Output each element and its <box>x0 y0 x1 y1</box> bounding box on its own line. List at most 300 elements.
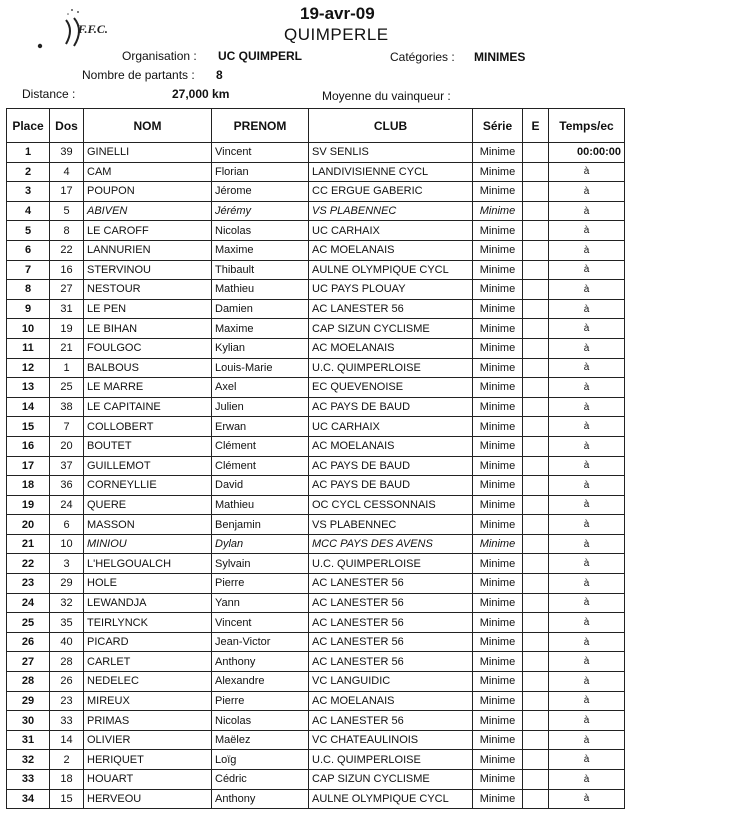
cell-nom: PICARD <box>84 632 212 652</box>
cell-place: 1 <box>7 143 50 163</box>
cell-nom: NESTOUR <box>84 280 212 300</box>
cell-serie: Minime <box>473 789 523 809</box>
table-row <box>7 338 625 358</box>
cell-nom: COLLOBERT <box>84 417 212 437</box>
cell-club: CAP SIZUN CYCLISME <box>309 770 473 790</box>
cell-e <box>523 436 549 456</box>
cell-prenom: Anthony <box>212 652 309 672</box>
cell-dos: 25 <box>50 378 84 398</box>
cell-club: UC CARHAIX <box>309 417 473 437</box>
cell-place: 28 <box>7 672 50 692</box>
cell-place: 7 <box>7 260 50 280</box>
cell-e <box>523 162 549 182</box>
cell-temps: à <box>549 436 625 456</box>
cell-prenom: Nicolas <box>212 221 309 241</box>
cell-place: 18 <box>7 476 50 496</box>
cell-serie: Minime <box>473 691 523 711</box>
cell-nom: GINELLI <box>84 143 212 163</box>
cell-club: CC ERGUE GABERIC <box>309 182 473 202</box>
cell-dos: 31 <box>50 299 84 319</box>
cell-e <box>523 574 549 594</box>
cell-nom: NEDELEC <box>84 672 212 692</box>
table-row <box>7 476 625 496</box>
cell-nom: CAM <box>84 162 212 182</box>
cell-place: 22 <box>7 554 50 574</box>
cell-club: CAP SIZUN CYCLISME <box>309 319 473 339</box>
cell-serie: Minime <box>473 574 523 594</box>
table-row <box>7 358 625 378</box>
cell-temps: à <box>549 770 625 790</box>
table-row <box>7 672 625 692</box>
cell-club: UC PAYS PLOUAY <box>309 280 473 300</box>
cell-temps: à <box>549 338 625 358</box>
cell-serie: Minime <box>473 201 523 221</box>
cell-nom: L'HELGOUALCH <box>84 554 212 574</box>
cell-club: AC PAYS DE BAUD <box>309 456 473 476</box>
cell-temps: à <box>549 182 625 202</box>
cell-prenom: Dylan <box>212 534 309 554</box>
cell-e <box>523 711 549 731</box>
cell-dos: 26 <box>50 672 84 692</box>
cell-place: 34 <box>7 789 50 809</box>
cell-nom: MIREUX <box>84 691 212 711</box>
cell-prenom: Nicolas <box>212 711 309 731</box>
cell-club: LANDIVISIENNE CYCL <box>309 162 473 182</box>
cell-club: AC LANESTER 56 <box>309 574 473 594</box>
cell-nom: BALBOUS <box>84 358 212 378</box>
cell-club: AC MOELANAIS <box>309 338 473 358</box>
cell-nom: ABIVEN <box>84 201 212 221</box>
cell-e <box>523 201 549 221</box>
cell-nom: LE PEN <box>84 299 212 319</box>
cell-place: 10 <box>7 319 50 339</box>
cell-club: U.C. QUIMPERLOISE <box>309 554 473 574</box>
cell-dos: 1 <box>50 358 84 378</box>
table-row <box>7 495 625 515</box>
cell-serie: Minime <box>473 358 523 378</box>
cell-place: 30 <box>7 711 50 731</box>
cell-prenom: Mathieu <box>212 280 309 300</box>
table-row <box>7 143 625 163</box>
cell-place: 2 <box>7 162 50 182</box>
cell-e <box>523 221 549 241</box>
cell-dos: 36 <box>50 476 84 496</box>
cell-club: AC LANESTER 56 <box>309 593 473 613</box>
cell-club: VC CHATEAULINOIS <box>309 730 473 750</box>
cell-dos: 16 <box>50 260 84 280</box>
race-date: 19-avr-09 <box>300 4 375 23</box>
table-row <box>7 574 625 594</box>
col-header-e: E <box>523 109 549 143</box>
cell-dos: 39 <box>50 143 84 163</box>
cell-nom: CARLET <box>84 652 212 672</box>
cell-club: U.C. QUIMPERLOISE <box>309 358 473 378</box>
cell-nom: HERIQUET <box>84 750 212 770</box>
cell-place: 21 <box>7 534 50 554</box>
table-row <box>7 711 625 731</box>
col-header-dos: Dos <box>50 109 84 143</box>
cell-prenom: Thibault <box>212 260 309 280</box>
cell-prenom: Mathieu <box>212 495 309 515</box>
table-row <box>7 280 625 300</box>
cell-club: AC LANESTER 56 <box>309 613 473 633</box>
cell-temps: à <box>549 240 625 260</box>
cell-serie: Minime <box>473 378 523 398</box>
cell-place: 9 <box>7 299 50 319</box>
table-row <box>7 182 625 202</box>
organisation-value: UC QUIMPERL <box>218 49 302 63</box>
cell-serie: Minime <box>473 476 523 496</box>
table-header-row <box>7 109 625 143</box>
cell-serie: Minime <box>473 299 523 319</box>
table-row <box>7 750 625 770</box>
table-row <box>7 240 625 260</box>
cell-club: VC LANGUIDIC <box>309 672 473 692</box>
table-row <box>7 319 625 339</box>
cell-serie: Minime <box>473 143 523 163</box>
cell-prenom: Louis-Marie <box>212 358 309 378</box>
cell-club: VS PLABENNEC <box>309 515 473 535</box>
cell-club: SV SENLIS <box>309 143 473 163</box>
cell-temps: à <box>549 652 625 672</box>
cell-club: AC LANESTER 56 <box>309 632 473 652</box>
cell-serie: Minime <box>473 260 523 280</box>
cell-serie: Minime <box>473 319 523 339</box>
cell-nom: OLIVIER <box>84 730 212 750</box>
cell-dos: 7 <box>50 417 84 437</box>
results-table <box>6 108 625 809</box>
cell-dos: 33 <box>50 711 84 731</box>
cell-place: 4 <box>7 201 50 221</box>
cell-serie: Minime <box>473 240 523 260</box>
cell-dos: 37 <box>50 456 84 476</box>
categories-value: MINIMES <box>474 50 526 64</box>
cell-club: EC QUEVENOISE <box>309 378 473 398</box>
cell-dos: 24 <box>50 495 84 515</box>
cell-prenom: Florian <box>212 162 309 182</box>
cell-nom: HERVEOU <box>84 789 212 809</box>
cell-prenom: Jérome <box>212 182 309 202</box>
cell-e <box>523 143 549 163</box>
cell-e <box>523 338 549 358</box>
cell-serie: Minime <box>473 182 523 202</box>
cell-prenom: Benjamin <box>212 515 309 535</box>
cell-serie: Minime <box>473 711 523 731</box>
cell-club: AC LANESTER 56 <box>309 299 473 319</box>
cell-dos: 27 <box>50 280 84 300</box>
cell-dos: 21 <box>50 338 84 358</box>
cell-dos: 35 <box>50 613 84 633</box>
cell-place: 6 <box>7 240 50 260</box>
cell-temps: à <box>549 201 625 221</box>
cell-prenom: Kylian <box>212 338 309 358</box>
cell-club: AC MOELANAIS <box>309 691 473 711</box>
col-header-nom: NOM <box>84 109 212 143</box>
cell-temps: à <box>549 730 625 750</box>
cell-dos: 22 <box>50 240 84 260</box>
cell-dos: 8 <box>50 221 84 241</box>
cell-prenom: David <box>212 476 309 496</box>
cell-place: 17 <box>7 456 50 476</box>
cell-serie: Minime <box>473 613 523 633</box>
cell-serie: Minime <box>473 534 523 554</box>
cell-dos: 15 <box>50 789 84 809</box>
cell-temps: à <box>549 456 625 476</box>
cell-prenom: Axel <box>212 378 309 398</box>
table-row <box>7 730 625 750</box>
cell-serie: Minime <box>473 515 523 535</box>
cell-place: 16 <box>7 436 50 456</box>
cell-dos: 10 <box>50 534 84 554</box>
cell-temps: à <box>549 574 625 594</box>
cell-nom: QUERE <box>84 495 212 515</box>
cell-nom: LE MARRE <box>84 378 212 398</box>
cell-nom: STERVINOU <box>84 260 212 280</box>
cell-prenom: Alexandre <box>212 672 309 692</box>
cell-serie: Minime <box>473 554 523 574</box>
cell-e <box>523 378 549 398</box>
cell-dos: 19 <box>50 319 84 339</box>
cell-serie: Minime <box>473 632 523 652</box>
cell-e <box>523 280 549 300</box>
cell-e <box>523 515 549 535</box>
cell-club: U.C. QUIMPERLOISE <box>309 750 473 770</box>
cell-dos: 23 <box>50 691 84 711</box>
cell-temps: à <box>549 476 625 496</box>
race-city: QUIMPERLE <box>284 25 389 44</box>
cell-prenom: Maëlez <box>212 730 309 750</box>
cell-e <box>523 789 549 809</box>
cell-nom: LE CAROFF <box>84 221 212 241</box>
cell-e <box>523 672 549 692</box>
table-row <box>7 789 625 809</box>
cell-nom: POUPON <box>84 182 212 202</box>
table-row <box>7 554 625 574</box>
cell-serie: Minime <box>473 162 523 182</box>
cell-serie: Minime <box>473 456 523 476</box>
cell-place: 24 <box>7 593 50 613</box>
cell-place: 15 <box>7 417 50 437</box>
cell-prenom: Loïg <box>212 750 309 770</box>
table-row <box>7 534 625 554</box>
cell-temps: à <box>549 750 625 770</box>
cell-club: AC PAYS DE BAUD <box>309 476 473 496</box>
cell-temps: à <box>549 358 625 378</box>
cell-place: 12 <box>7 358 50 378</box>
cell-temps: à <box>549 221 625 241</box>
cell-dos: 17 <box>50 182 84 202</box>
cell-nom: TEIRLYNCK <box>84 613 212 633</box>
cell-prenom: Pierre <box>212 574 309 594</box>
cell-place: 27 <box>7 652 50 672</box>
cell-dos: 18 <box>50 770 84 790</box>
cell-nom: PRIMAS <box>84 711 212 731</box>
cell-prenom: Julien <box>212 397 309 417</box>
table-row <box>7 593 625 613</box>
cell-club: AC PAYS DE BAUD <box>309 397 473 417</box>
cell-serie: Minime <box>473 338 523 358</box>
cell-temps: à <box>549 632 625 652</box>
cell-nom: MINIOU <box>84 534 212 554</box>
cell-nom: CORNEYLLIE <box>84 476 212 496</box>
cell-e <box>523 652 549 672</box>
cell-nom: HOUART <box>84 770 212 790</box>
cell-temps: à <box>549 613 625 633</box>
table-row <box>7 417 625 437</box>
cell-dos: 29 <box>50 574 84 594</box>
cell-temps: à <box>549 534 625 554</box>
cell-temps: à <box>549 593 625 613</box>
table-row <box>7 770 625 790</box>
cell-e <box>523 456 549 476</box>
cell-temps: à <box>549 495 625 515</box>
table-row <box>7 691 625 711</box>
table-row <box>7 613 625 633</box>
cell-e <box>523 182 549 202</box>
table-row <box>7 201 625 221</box>
cell-place: 25 <box>7 613 50 633</box>
cell-serie: Minime <box>473 221 523 241</box>
categories-label: Catégories : <box>390 50 455 64</box>
cell-club: AC MOELANAIS <box>309 436 473 456</box>
cell-place: 3 <box>7 182 50 202</box>
cell-e <box>523 495 549 515</box>
cell-e <box>523 260 549 280</box>
cell-place: 19 <box>7 495 50 515</box>
cell-nom: FOULGOC <box>84 338 212 358</box>
cell-prenom: Clément <box>212 456 309 476</box>
cell-serie: Minime <box>473 770 523 790</box>
cell-place: 33 <box>7 770 50 790</box>
cell-temps: à <box>549 162 625 182</box>
table-row <box>7 436 625 456</box>
cell-nom: MASSON <box>84 515 212 535</box>
cell-dos: 14 <box>50 730 84 750</box>
cell-temps: à <box>549 554 625 574</box>
cell-prenom: Yann <box>212 593 309 613</box>
cell-temps: à <box>549 515 625 535</box>
table-row <box>7 260 625 280</box>
cell-club: AC LANESTER 56 <box>309 652 473 672</box>
cell-prenom: Jean-Victor <box>212 632 309 652</box>
cell-temps: à <box>549 378 625 398</box>
cell-temps: à <box>549 417 625 437</box>
cell-prenom: Anthony <box>212 789 309 809</box>
cell-dos: 28 <box>50 652 84 672</box>
cell-serie: Minime <box>473 672 523 692</box>
cell-nom: LANNURIEN <box>84 240 212 260</box>
cell-serie: Minime <box>473 730 523 750</box>
cell-club: AULNE OLYMPIQUE CYCL <box>309 789 473 809</box>
cell-e <box>523 299 549 319</box>
cell-place: 23 <box>7 574 50 594</box>
cell-prenom: Damien <box>212 299 309 319</box>
cell-nom: HOLE <box>84 574 212 594</box>
cell-place: 13 <box>7 378 50 398</box>
cell-prenom: Vincent <box>212 143 309 163</box>
table-row <box>7 221 625 241</box>
table-row <box>7 456 625 476</box>
cell-e <box>523 240 549 260</box>
cell-e <box>523 397 549 417</box>
cell-prenom: Jérémy <box>212 201 309 221</box>
cell-temps: à <box>549 691 625 711</box>
cell-dos: 20 <box>50 436 84 456</box>
cell-temps: à <box>549 319 625 339</box>
cell-temps: à <box>549 260 625 280</box>
cell-serie: Minime <box>473 593 523 613</box>
table-row <box>7 299 625 319</box>
cell-place: 20 <box>7 515 50 535</box>
distance-label: Distance : <box>22 87 76 101</box>
cell-temps: à <box>549 397 625 417</box>
cell-e <box>523 358 549 378</box>
col-header-serie: Série <box>473 109 523 143</box>
table-row <box>7 632 625 652</box>
cell-serie: Minime <box>473 280 523 300</box>
cell-temps: à <box>549 280 625 300</box>
table-row <box>7 652 625 672</box>
cell-club: OC CYCL CESSONNAIS <box>309 495 473 515</box>
cell-e <box>523 319 549 339</box>
cell-dos: 40 <box>50 632 84 652</box>
cell-dos: 2 <box>50 750 84 770</box>
col-header-place: Place <box>7 109 50 143</box>
cell-e <box>523 593 549 613</box>
cell-e <box>523 417 549 437</box>
col-header-club: CLUB <box>309 109 473 143</box>
results-table-wrap <box>6 108 624 809</box>
cell-place: 31 <box>7 730 50 750</box>
cell-place: 26 <box>7 632 50 652</box>
cell-club: MCC PAYS DES AVENS <box>309 534 473 554</box>
cell-place: 11 <box>7 338 50 358</box>
partants-label: Nombre de partants : <box>82 68 195 82</box>
cell-serie: Minime <box>473 750 523 770</box>
cell-nom: LE CAPITAINE <box>84 397 212 417</box>
cell-prenom: Cédric <box>212 770 309 790</box>
cell-temps: à <box>549 299 625 319</box>
cell-dos: 38 <box>50 397 84 417</box>
moyenne-label: Moyenne du vainqueur : <box>322 89 451 103</box>
cell-prenom: Maxime <box>212 319 309 339</box>
cell-temps: à <box>549 789 625 809</box>
cell-e <box>523 770 549 790</box>
cell-temps: à <box>549 672 625 692</box>
cell-serie: Minime <box>473 436 523 456</box>
cell-e <box>523 554 549 574</box>
cell-e <box>523 534 549 554</box>
col-header-temps: Temps/ec <box>549 109 625 143</box>
cell-serie: Minime <box>473 397 523 417</box>
cell-prenom: Pierre <box>212 691 309 711</box>
table-row <box>7 162 625 182</box>
cell-club: VS PLABENNEC <box>309 201 473 221</box>
partants-value: 8 <box>216 68 223 82</box>
cell-e <box>523 750 549 770</box>
cell-nom: GUILLEMOT <box>84 456 212 476</box>
cell-prenom: Erwan <box>212 417 309 437</box>
logo-text: F.F.C. <box>78 22 108 36</box>
cell-nom: LE BIHAN <box>84 319 212 339</box>
cell-nom: LEWANDJA <box>84 593 212 613</box>
cell-prenom: Sylvain <box>212 554 309 574</box>
cell-e <box>523 632 549 652</box>
cell-club: UC CARHAIX <box>309 221 473 241</box>
cell-place: 5 <box>7 221 50 241</box>
cell-dos: 32 <box>50 593 84 613</box>
cell-place: 14 <box>7 397 50 417</box>
